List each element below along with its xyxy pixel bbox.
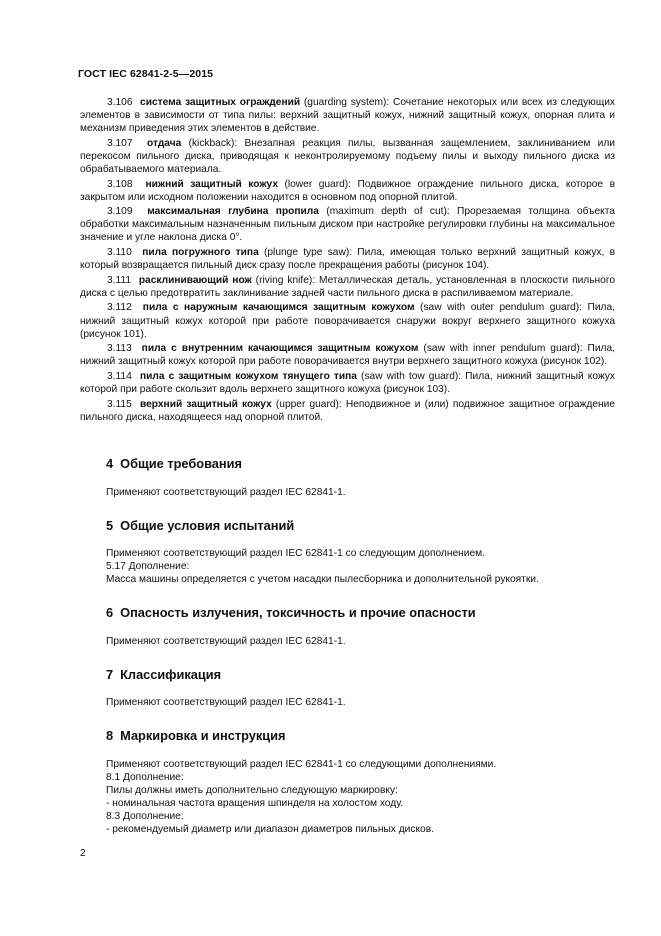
definition-text: (saw with outer pendulum guard): Пила, нижний защитный кожух которой при работе поворачивается снаружи вокруг верхнего защитного кожуха (рисунок 101).	[80, 302, 615, 340]
definition-item	[80, 342, 615, 368]
definition-text: (riving knife): Металлическая деталь, установленная в плоскости пильного диска с целью предотвратить заклинивание задней части пильного диска в распиливаемом материале.	[80, 274, 615, 299]
term: отдача	[147, 137, 182, 149]
paragraph: Применяют соответствующий раздел IEC 62841-1.	[106, 487, 346, 498]
paragraph: Масса машины определяется с учетом насадки пылесборника и дополнительной рукоятки.	[106, 574, 539, 586]
paragraph: Применяют соответствующий раздел IEC 62841-1.	[106, 636, 346, 647]
definition-text: (upper guard): Неподвижное и (или) подвижное защитное ограждение пильного диска, находящееся над опорной плитой.	[80, 398, 615, 423]
clause-number: 3.109	[107, 206, 133, 218]
definition-item	[80, 178, 615, 204]
definition-text: (saw with inner pendulum guard): Пила, нижний защитный кожух которой при работе поворачивается внутри верхнего защитного кожуха (рисунок 102).	[80, 343, 615, 368]
section-body-4	[106, 486, 621, 499]
term: верхний защитный кожух	[140, 398, 272, 410]
clause-number: 3.108	[107, 178, 133, 190]
section-title: Маркировка и инструкция	[120, 728, 286, 743]
clause-number: 3.111	[107, 274, 131, 286]
definition-text: (maximum depth of cut): Прорезаемая толщина объекта обработки максимальным назначенным пильным диском при настройке регулировки глубины на максимальное значение и угле наклона диска 0°.	[80, 206, 615, 244]
section-heading-7	[106, 667, 221, 682]
section-body-6	[106, 635, 621, 648]
paragraph: 8.3 Дополнение:	[106, 811, 184, 823]
section-heading-4	[106, 456, 242, 471]
definition-item	[80, 370, 615, 396]
clause-number: 3.113	[107, 343, 132, 355]
term: пила с наружным качающимся защитным кожухом	[142, 302, 415, 314]
definitions-block	[80, 96, 615, 425]
definition-item	[80, 301, 615, 340]
section-heading-6	[106, 605, 476, 620]
paragraph: Применяют соответствующий раздел IEC 62841-1 со следующим дополнением.	[106, 548, 485, 559]
definition-item	[80, 137, 615, 176]
definition-item	[80, 96, 615, 135]
section-title: Общие требования	[120, 456, 242, 471]
definition-text: (saw with tow guard): Пила, нижний защитный кожух которой при работе скользит вдоль верхнего защитного кожуха (рисунок 103).	[80, 370, 615, 395]
document-header: ГОСТ IEC 62841-2-5—2015	[78, 68, 214, 80]
definition-item	[80, 274, 615, 300]
clause-number: 3.106	[107, 97, 133, 108]
definition-text: (plunge type saw): Пила, имеющая только верхний защитный кожух, в который возвращается пильный диск сразу после прекращения работы (рисунок 104).	[80, 247, 616, 272]
section-number: 5	[106, 518, 114, 533]
definition-item	[80, 246, 615, 272]
paragraph: Применяют соответствующий раздел IEC 62841-1.	[106, 697, 346, 708]
term: нижний защитный кожух	[145, 178, 279, 190]
section-heading-8	[106, 728, 286, 743]
section-body-7	[106, 696, 621, 709]
section-title: Опасность излучения, токсичность и прочие опасности	[120, 605, 476, 620]
definition-text: (guarding system): Сочетание некоторых или всех из следующих элементов в зависимости от типа пилы: верхний защитный кожух, нижний защитный кожух, опорная плита и механизм приведения этих элементов в действие.	[80, 97, 615, 135]
section-number: 6	[106, 605, 114, 620]
section-number: 7	[106, 667, 114, 682]
paragraph: Пилы должны иметь дополнительно следующую маркировку:	[106, 785, 398, 797]
clause-number: 3.107	[107, 137, 133, 149]
term: пила с внутренним качающимся защитным кожухом	[141, 343, 419, 355]
list-item: - рекомендуемый диаметр или диапазон диаметров пильных дисков.	[106, 824, 434, 836]
list-item: - номинальная частота вращения шпинделя на холостом ходу.	[106, 798, 404, 810]
section-title: Общие условия испытаний	[120, 518, 295, 533]
page-number: 2	[80, 848, 86, 859]
paragraph: 8.1 Дополнение:	[106, 772, 184, 784]
term: максимальная глубина пропила	[147, 206, 319, 218]
term: пила с защитным кожухом тянущего типа	[139, 370, 357, 382]
definition-text: (lower guard): Подвижное ограждение пильного диска, которое в закрытом или исходном положении находится в основном под опорной плитой.	[80, 178, 615, 203]
section-body-8	[106, 758, 621, 837]
paragraph: Применяют соответствующий раздел IEC 62841-1 со следующими дополнениями.	[106, 759, 497, 770]
section-body-5	[106, 547, 621, 586]
term: расклинивающий нож	[138, 274, 252, 286]
clause-number: 3.114	[107, 370, 132, 382]
definition-item	[80, 205, 615, 244]
section-number: 8	[106, 728, 114, 743]
section-title: Классификация	[120, 667, 222, 682]
definition-text: (kickback): Внезапная реакция пилы, вызванная защемлением, заклиниванием или перекосом пильного диска, приводящая к неконтролируемому подъему пилы и выходу пильного диска из обрабатываемого материала.	[80, 137, 615, 175]
clause-number: 3.110	[107, 247, 132, 259]
section-heading-5	[106, 518, 294, 533]
section-number: 4	[106, 456, 114, 471]
term: система защитных ограждений	[140, 97, 301, 108]
paragraph: 5.17 Дополнение:	[106, 561, 190, 573]
term: пила погружного типа	[142, 247, 259, 259]
clause-number: 3.112	[107, 302, 132, 314]
definition-item	[80, 398, 615, 424]
clause-number: 3.115	[107, 398, 132, 410]
